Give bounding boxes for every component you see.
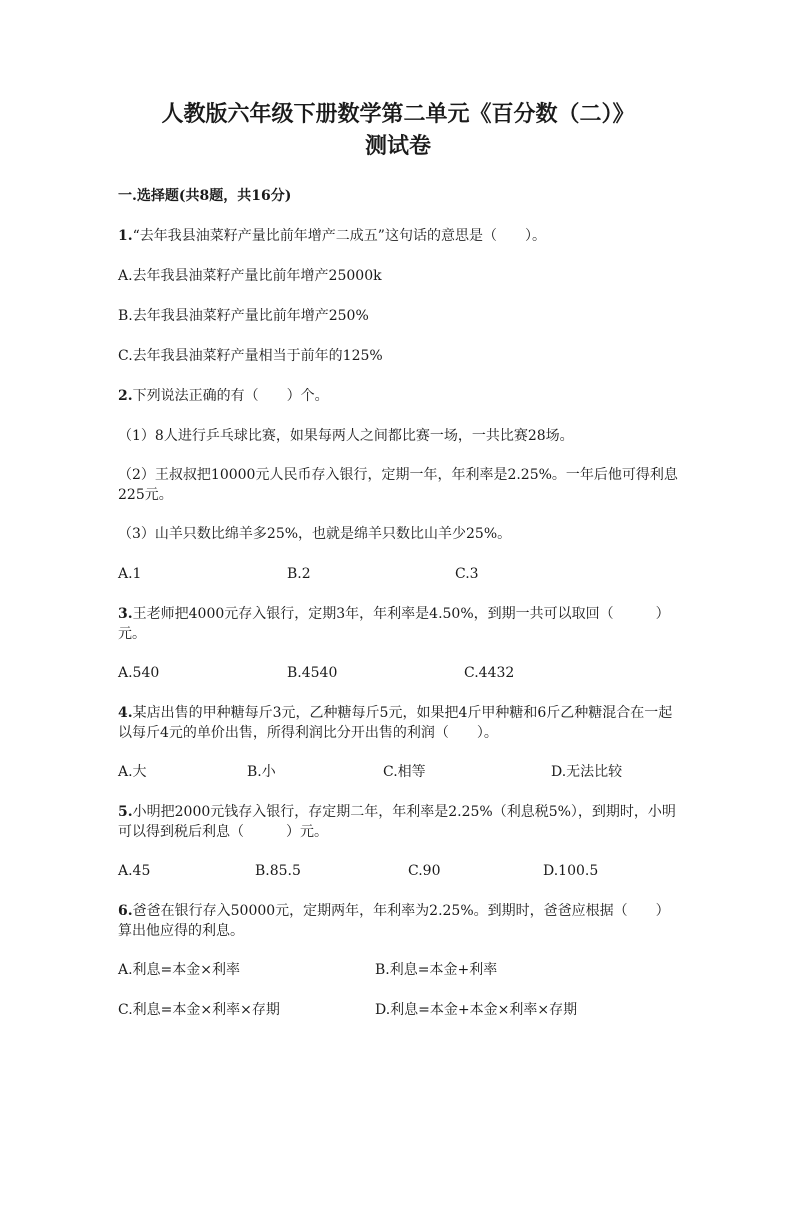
option-5d: D.100.5	[543, 863, 599, 879]
title-line-1: 人教版六年级下册数学第二单元《百分数（二）》	[161, 101, 635, 127]
question-number: 5.	[118, 804, 133, 820]
options-row-6a	[118, 960, 678, 980]
option-4c: C.相等	[383, 764, 426, 780]
option-2c: C.3	[455, 566, 479, 582]
question-stem: 小明把2000元钱存入银行，存定期二年，年利率是2.25%（利息税5%），到期时，小明可以得到税后利息（ ）元。	[118, 804, 676, 840]
title-line-2: 测试卷	[364, 133, 431, 159]
question-4	[118, 703, 678, 743]
question-number: 4.	[118, 705, 133, 721]
option-3b: B.4540	[287, 665, 338, 681]
option-6b: B.利息=本金+利率	[375, 962, 498, 978]
question-stem: “去年我县油菜籽产量比前年增产二成五”这句话的意思是（ ）。	[132, 228, 546, 244]
option-3c: C.4432	[464, 665, 515, 681]
question-3	[118, 604, 678, 644]
page-title	[118, 98, 678, 162]
question-1	[118, 226, 678, 246]
option-5a: A.45	[118, 863, 151, 879]
question-stem: 爸爸在银行存入50000元，定期两年，年利率为2.25%。到期时，爸爸应根据（ ）算出他应得的利息。	[118, 903, 670, 939]
option-1c: C.去年我县油菜籽产量相当于前年的125%	[118, 348, 383, 364]
options-row-5	[118, 861, 678, 881]
question-stem: 王老师把4000元存入银行，定期3年，年利率是4.50%，到期一共可以取回（ ）元。	[118, 606, 670, 642]
option-1b: B.去年我县油菜籽产量比前年增产250%	[118, 308, 369, 324]
option-1a: A.去年我县油菜籽产量比前年增产25000k	[118, 268, 382, 284]
question-6	[118, 901, 678, 941]
statement-2-1: （1）8人进行乒乓球比赛，如果每两人之间都比赛一场，一共比赛28场。	[118, 428, 574, 444]
statement-2-3: （3）山羊只数比绵羊多25%，也就是绵羊只数比山羊少25%。	[118, 526, 512, 542]
statement-2-2: （2）王叔叔把10000元人民币存入银行，定期一年，年利率是2.25%。一年后他可得利息225元。	[118, 467, 678, 503]
section-heading: 一.选择题(共8题，共16分)	[118, 188, 292, 204]
question-stem: 某店出售的甲种糖每斤3元，乙种糖每斤5元，如果把4斤甲种糖和6斤乙种糖混合在一起以每斤4元的单价出售，所得利润比分开出售的利润（ ）。	[118, 705, 673, 741]
question-5	[118, 802, 678, 842]
question-number: 6.	[118, 903, 133, 919]
option-6a: A.利息=本金×利率	[118, 962, 241, 978]
option-2a: A.1	[118, 566, 142, 582]
question-2	[118, 386, 678, 406]
options-row-2	[118, 564, 678, 584]
question-stem: 下列说法正确的有（ ）个。	[132, 388, 329, 404]
question-number: 3.	[118, 606, 133, 622]
option-4b: B.小	[247, 764, 276, 780]
option-5c: C.90	[408, 863, 441, 879]
question-number: 2.	[118, 388, 133, 404]
option-3a: A.540	[118, 665, 160, 681]
options-row-6b	[118, 1000, 678, 1020]
option-2b: B.2	[287, 566, 311, 582]
option-6c: C.利息=本金×利率×存期	[118, 1002, 280, 1018]
question-number: 1.	[118, 228, 133, 244]
options-row-4	[118, 762, 678, 782]
option-6d: D.利息=本金+本金×利率×存期	[375, 1002, 578, 1018]
options-row-3	[118, 663, 678, 683]
option-4a: A.大	[118, 764, 147, 780]
option-4d: D.无法比较	[551, 764, 623, 780]
worksheet-page	[0, 98, 794, 1221]
option-5b: B.85.5	[255, 863, 301, 879]
